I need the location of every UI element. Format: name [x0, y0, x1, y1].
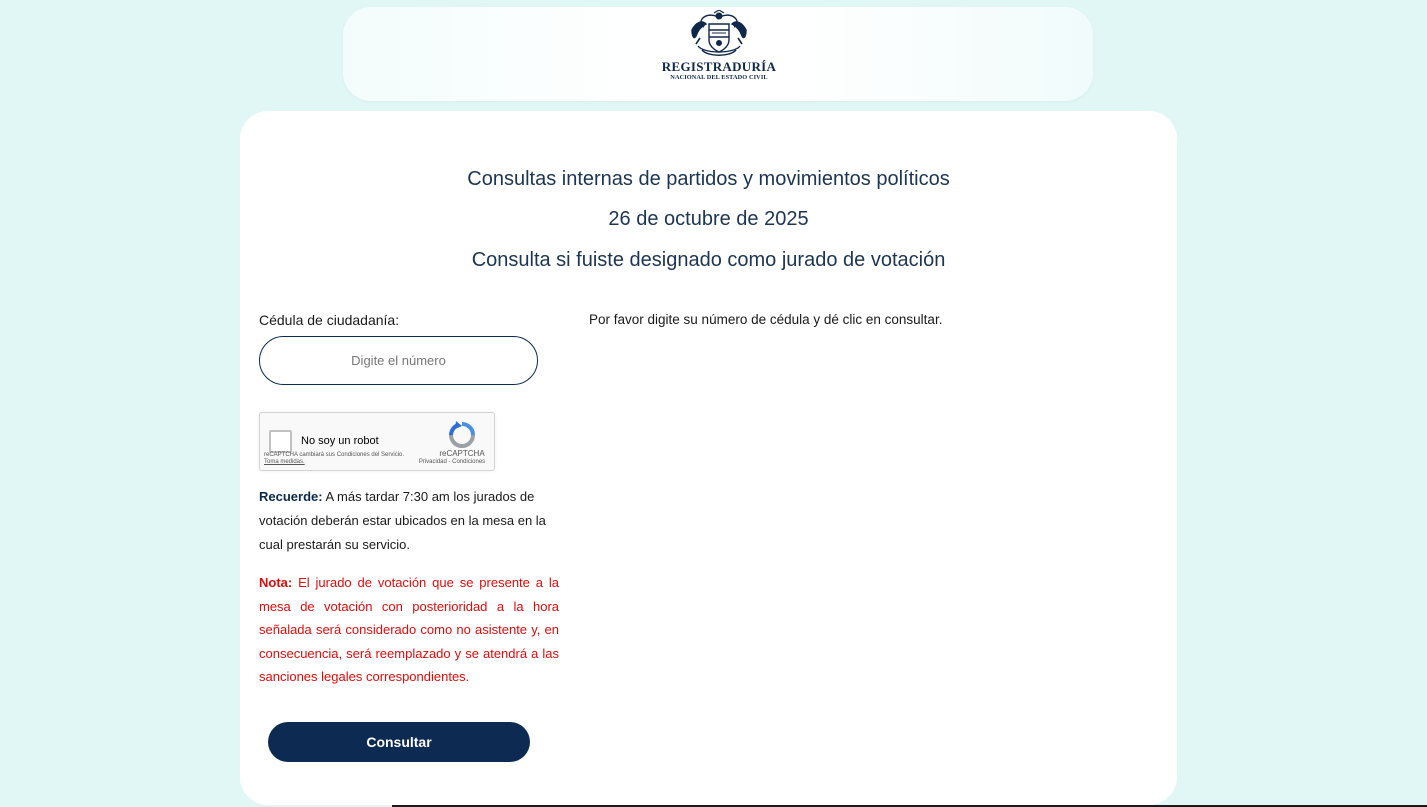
recaptcha-brand: reCAPTCHA: [439, 449, 485, 458]
instructions-text: Por favor digite su número de cédula y dé clic en consultar.: [589, 312, 943, 327]
coat-of-arms-icon: [688, 10, 750, 60]
logo-title: REGISTRADURÍA: [661, 59, 777, 74]
recaptcha-terms-text: reCAPTCHA cambiará sus Condiciones del Servicio.: [264, 452, 405, 458]
recaptcha-links[interactable]: Privacidad - Condiciones: [418, 459, 486, 465]
main-card: [240, 111, 1177, 805]
page-subtitle: Consulta si fuiste designado como jurado de votación: [471, 249, 946, 271]
election-date: 26 de octubre de 2025: [608, 208, 809, 230]
recaptcha-checkbox[interactable]: [269, 430, 292, 453]
recaptcha-terms-link[interactable]: Toma medidas.: [264, 459, 305, 465]
note-text: [259, 571, 559, 689]
registraduria-logo[interactable]: [656, 10, 782, 92]
recaptcha-widget: [259, 412, 495, 471]
page-title: Consultas internas de partidos y movimientos políticos: [467, 168, 950, 190]
reminder-body: A más tardar 7:30 am los jurados de votación deberán estar ubicados en la mesa en la cual prestarán su servicio.: [259, 489, 546, 552]
note-body: El jurado de votación que se presente a la mesa de votación con posterioridad a la hora señalada será considerado como no asistente y, en consecuencia, será reemplazado y se atendrá a las sanciones legales correspondientes.: [259, 575, 559, 685]
recaptcha-label: No soy un robot: [301, 435, 379, 447]
logo-subtitle: NACIONAL DEL ESTADO CIVIL: [670, 74, 768, 81]
id-number-input[interactable]: [259, 336, 538, 385]
recaptcha-icon: [448, 421, 476, 449]
reminder-text: [259, 485, 559, 557]
header: [343, 7, 1093, 101]
reminder-label: Recuerde:: [259, 489, 323, 504]
consultar-button[interactable]: Consultar: [268, 722, 530, 762]
recaptcha-terms: [264, 452, 409, 466]
note-label: Nota:: [259, 575, 293, 590]
id-label: Cédula de ciudadanía:: [259, 312, 400, 328]
